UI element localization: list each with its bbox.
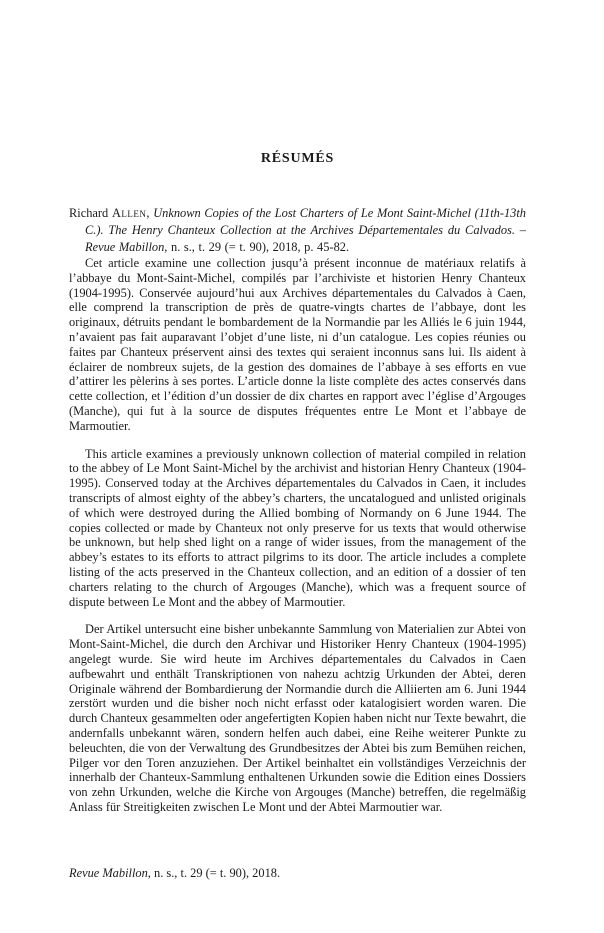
abstract-german: Der Artikel untersucht eine bisher unbekannte Sammlung von Materialien zur Abtei von Mont-Saint-Michel, die durch den Archivar und Historiker Henry Chanteux (1904-1995) angelegt wurde. Sie wird heute im Archives départementales du Calvados in Caen aufbewahrt und enthält Transkriptionen von nahezu achtzig Urkunden der Abtei, deren Originale während der Bombardierung der Normandie durch die Alliierten am 6. Juni 1944 zerstört wurden und die bisher noch nicht erfasst oder katalogisiert worden waren. Die durch Chanteux gesammelten oder angefertigten Kopien haben nicht nur Texte bewahrt, die andernfalls unbekannt wären, sondern helfen auch dabei, eine Reihe weiterer Punkte zu beleuchten, die von der Verwaltung des Grundbesitzes der Abtei bis zum Bemühen reichen, Pilger vor den Toren anzuziehen. Der Artikel beinhaltet ein vollständiges Verzeichnis der innerhalb der Chanteux-Sammlung enthaltenen Urkunden sowie die Edition eines Dossiers von zehn Urkunden, welche die Kirche von Argouges (Manche) betreffen, die regelmäßig Anlass für Streitigkeiten zwischen Le Mont und der Abtei Marmoutier war. (69, 622, 526, 814)
article-citation (69, 205, 526, 256)
footer-volume-reference: , n. s., t. 29 (= t. 90), 2018. (147, 866, 281, 880)
citation-author-family: Allen (111, 206, 147, 220)
citation-article-title: Unknown Copies of the Lost Charters of Le Mont Saint-Michel (11th-13th C.). The Henry Chanteux Collection at the Archives Départementales du Calvados. – Revue Mabillon (85, 206, 526, 254)
abstract-french: Cet article examine une collection jusqu’à présent inconnue de matériaux relatifs à l’abbaye du Mont-Saint-Michel, compilés par l’archiviste et historien Henry Chanteux (1904-1995). Conservée aujourd’hui aux Archives départementales du Calvados à Caen, elle comprend la transcription de près de quatre-vingts chartes de l’abbaye, dont les originaux, détruits pendant le bombardement de la Normandie par les Alliés le 6 juin 1944, n’avaient pas fait auparavant l’objet d’une liste, ni d’un catalogue. Les copies réunies ou faites par Chanteux préservent ainsi des textes qui seraient inconnus sans lui. Ils aident à éclairer de nombreux sujets, de la gestion des domaines de l’abbaye à ses efforts en vue d’attirer les pèlerins à ses portes. L’article donne la liste complète des actes conservés dans cette collection, et l’édition d’un dossier de dix chartes en rapport avec l’église d’Argouges (Manche), qui fut à la source de disputes fréquentes entre Le Mont et l’abbaye de Marmoutier. (69, 256, 526, 433)
page-title: RÉSUMÉS (260, 151, 335, 166)
citation-volume-reference: , n. s., t. 29 (= t. 90), 2018, p. 45-82. (164, 240, 350, 254)
footer-journal-title: Revue Mabillon (69, 866, 148, 880)
citation-separator: , (146, 206, 154, 220)
footer-journal-line (69, 866, 280, 881)
citation-author-given: Richard (69, 206, 112, 220)
abstract-english: This article examines a previously unknown collection of material compiled in relation to the abbey of Le Mont Saint-Michel by the archivist and historian Henry Chanteux (1904-1995). Conserved today at the Archives départementales du Calvados in Caen, it includes transcripts of almost eighty of the abbey’s charters, the uncatalogued and unlisted originals of which were destroyed during the Allied bombing of Normandy on 6 June 1944. The copies collected or made by Chanteux not only preserve for us texts that would otherwise be unknown, but help shed light on a range of wider issues, from the management of the abbey’s estates to its efforts to attract pilgrims to its door. The article includes a complete listing of the acts preserved in the Chanteux collection, and an edition of a dossier of ten charters relating to the church of Argouges (Manche), which was a frequent source of dispute between Le Mont and the abbey of Marmoutier. (69, 446, 526, 609)
